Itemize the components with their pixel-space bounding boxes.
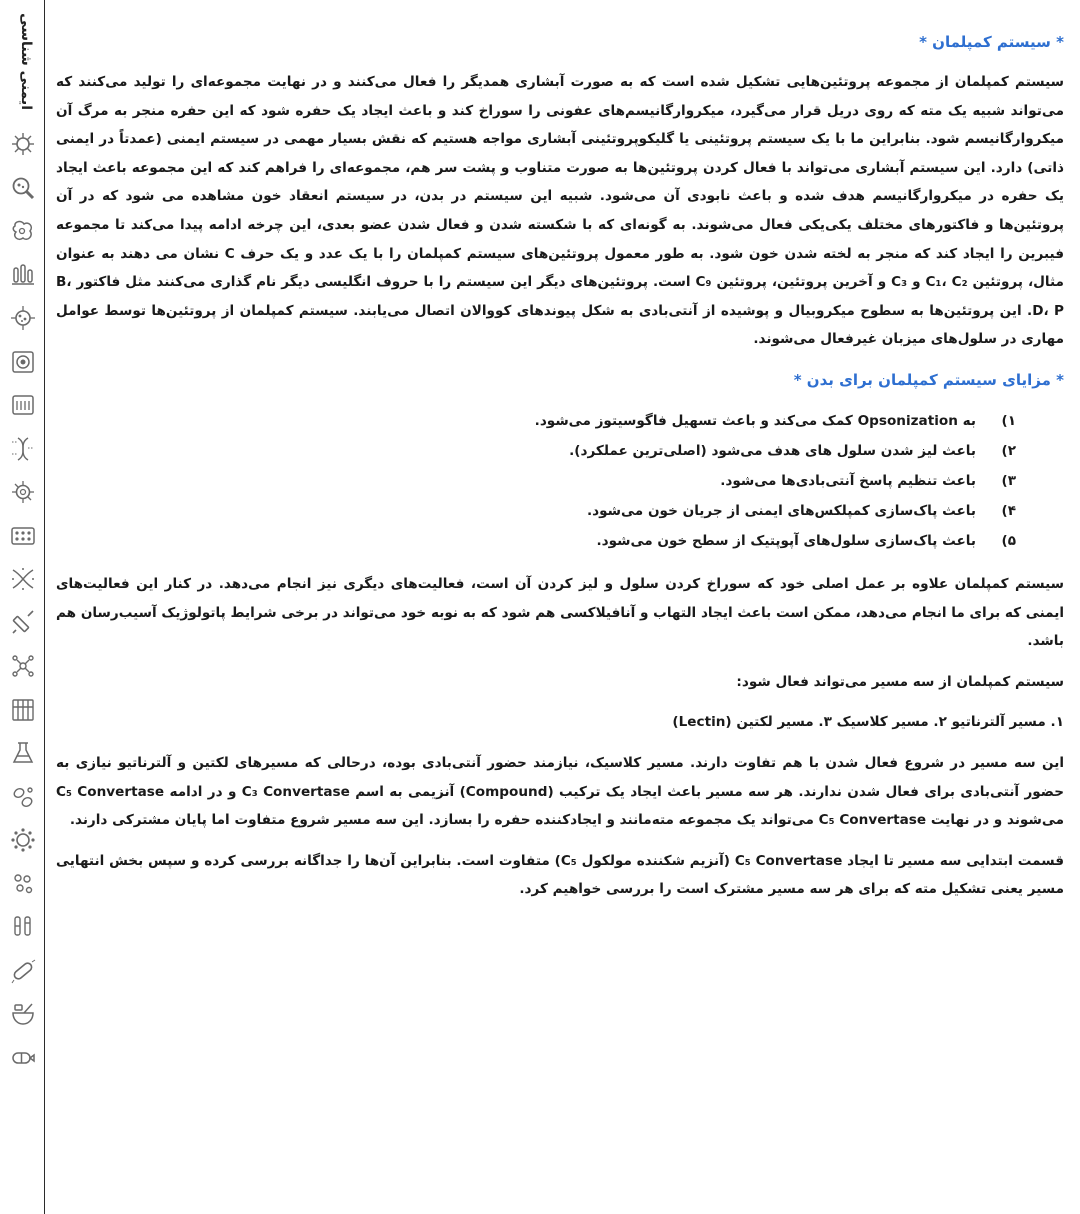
list-item-number: ۲) [1001,442,1016,459]
mortar-icon [9,998,37,1030]
cells-icon [9,781,37,813]
petri-dish-icon [9,346,37,378]
document-body [56,30,1064,916]
paragraph-other-activities: سیستم کمپلمان علاوه بر عمل اصلی خود که سوراخ کردن سلول و لیز کردن آن است، فعالیت‌های دیگری نیز انجام می‌دهد. در کنار این فعالیت‌های ایمنی که برای ما انجام می‌دهد، ممکن است باعث ایجاد التهاب و آنافیلاکسی هم شود که به نوبه خود می‌تواند در برخی شرایط پاتولوژیک آسیب‌رسان هم باشد. [56,575,1064,650]
virus-cell-icon [9,476,37,508]
microscope-slide-icon [9,389,37,421]
list-item-number: ۵) [1001,532,1016,549]
list-item [56,466,1016,496]
virus-2-icon [9,824,37,856]
paragraph-three-pathways: سیستم کمپلمان از سه مسیر می‌تواند فعال شود: [736,673,1064,690]
list-item [56,526,1016,556]
section-title-complement: * سیستم کمپلمان * [919,33,1064,51]
cell-icon [9,215,37,247]
list-item-text: باعث تنظیم پاسخ آنتی‌بادی‌ها می‌شود. [720,472,976,489]
test-tubes-icon [9,259,37,291]
bacterium-icon [9,302,37,334]
benefits-list [56,406,1064,556]
sidebar-title [4,0,42,110]
sidebar [0,0,45,1214]
capsule-icon [9,1042,37,1074]
paragraph-pathway-differences: این سه مسیر در شروع فعال شدن با هم تفاوت دارند. مسیر کلاسیک، نیازمند حضور آنتی‌بادی بوده، درحالی که مسیرهای لکتین و آلترناتیو نیازی به حضور آنتی‌بادی برای فعال شدن ندارند. هر سه مسیر باعث ایجاد یک ترکیب (Compound) آنزیمی به اسم C₃ Convertase و در ادامه C₅ Convertase می‌شوند و در نهایت C₅ Convertase می‌تواند یک مجموعه مته‌مانند و ایجادکننده حفره را بسازد. این سه مسیر شروع متفاوت اما پایان مشترکی دارند. [56,754,1064,829]
bacillus-icon [9,955,37,987]
paragraph-complement-intro: سیستم کمپلمان از مجموعه پروتئین‌هایی تشکیل شده است که به صورت آبشاری همدیگر را فعال می‌کنند و در نهایت مجموعه‌ای را تولید می‌کنند که می‌تواند شبیه یک مته که روی دریل قرار می‌گیرد، میکروارگانیسم‌های عفونی را سوراخ کند و باعث ایجاد یک حفره شود که این حفره منجر به مرگ آن میکروارگانیسم شود. بنابراین ما با یک سیستم پروتئینی یا گلیکوپروتئینی آبشاری مواجه هستیم که نقش بسیار مهمی در سیستم ایمنی (عمدتاً در ایمنی ذاتی) دارد. این سیستم آبشاری می‌تواند با فعال کردن پروتئین‌ها به صورت متناوب و پشت سر هم، مجموعه‌ای را فراهم کند که این مجموعه باعث ایجاد یک حفره در میکروارگانیسم هدف شده و باعث نابودی آن می‌شود. شبیه این سیستم در بدن، در سیستم انعقاد خون مشاهده می شود که در آن پروتئین‌ها و فاکتورهای مختلف یکی‌یکی فعال می‌شوند. به گونه‌ای که با شکسته شدن و فعال شدن عضو بعدی، این چرخه ادامه پیدا می‌کند تا مجموعه فیبرین را ایجاد کند که منجر به لخته شدن خون شود. به طور معمول پروتئین‌های سیستم کمپلمان را با یک عدد و یک حرف C نشان می دهند به عنوان مثال، پروتئین C₁، C₂ و C₃ و آخرین پروتئین، پروتئین C₉ است. پروتئین‌های دیگر این سیستم را با حروف انگلیسی دیگر نام گذاری می‌کنند مثل فاکتور B، D، P. این پروتئین‌ها به سطوح میکروبیال و پوشیده از آنتی‌بادی به شکل پیوندهای کووالان اتصال می‌یابند. سیستم کمپلمان از پروتئین‌ها توسط عوامل مهاری در سلول‌های میزبان غیرفعال می‌شوند. [56,74,1064,348]
list-item-text: باعث لیز شدن سلول های هدف می‌شود (اصلی‌ترین عملکرد). [569,442,976,459]
tube-rack-icon [9,694,37,726]
dna-icon [9,433,37,465]
flask-icon [9,737,37,769]
magnifier-bacteria-icon [9,172,37,204]
paragraph-c5-convertase: قسمت ابتدایی سه مسیر تا ایجاد C₅ Convertase (آنزیم شکننده مولکول C₅) متفاوت است. بنابراین آن‌ها را جداگانه بررسی کرده و سپس بخش انتهایی مسیر یعنی تشکیل مته که برای هر سه مسیر مشترک است را بررسی خواهیم کرد. [56,852,1064,898]
list-item-number: ۱) [1001,412,1016,429]
list-item [56,496,1016,526]
list-item-number: ۳) [1001,472,1016,489]
plate-icon [9,520,37,552]
dots-icon [9,868,37,900]
molecule-icon [9,650,37,682]
section-title-benefits: * مزایای سیستم کمپلمان برای بدن * [793,370,1064,389]
syringe-icon [9,607,37,639]
sidebar-icons [6,128,40,1085]
list-item-text: به Opsonization کمک می‌کند و باعث تسهیل فاگوسیتوز می‌شود. [534,412,976,429]
sidebar-title-text: ایمنی شناسی [18,13,34,110]
dna-helix-icon [9,563,37,595]
list-item-number: ۴) [1001,502,1016,519]
paragraph-pathway-list: ۱. مسیر آلترناتیو ۲. مسیر کلاسیک ۳. مسیر لکتین (Lectin) [672,714,1064,731]
list-item-text: باعث پاک‌سازی کمپلکس‌های ایمنی از جریان خون می‌شود. [587,502,976,519]
list-item-text: باعث پاک‌سازی سلول‌های آپوپتیک از سطح خون می‌شود. [596,532,976,549]
tubes-2-icon [9,911,37,943]
list-item [56,436,1016,466]
list-item [56,406,1016,436]
virus-icon [9,128,37,160]
